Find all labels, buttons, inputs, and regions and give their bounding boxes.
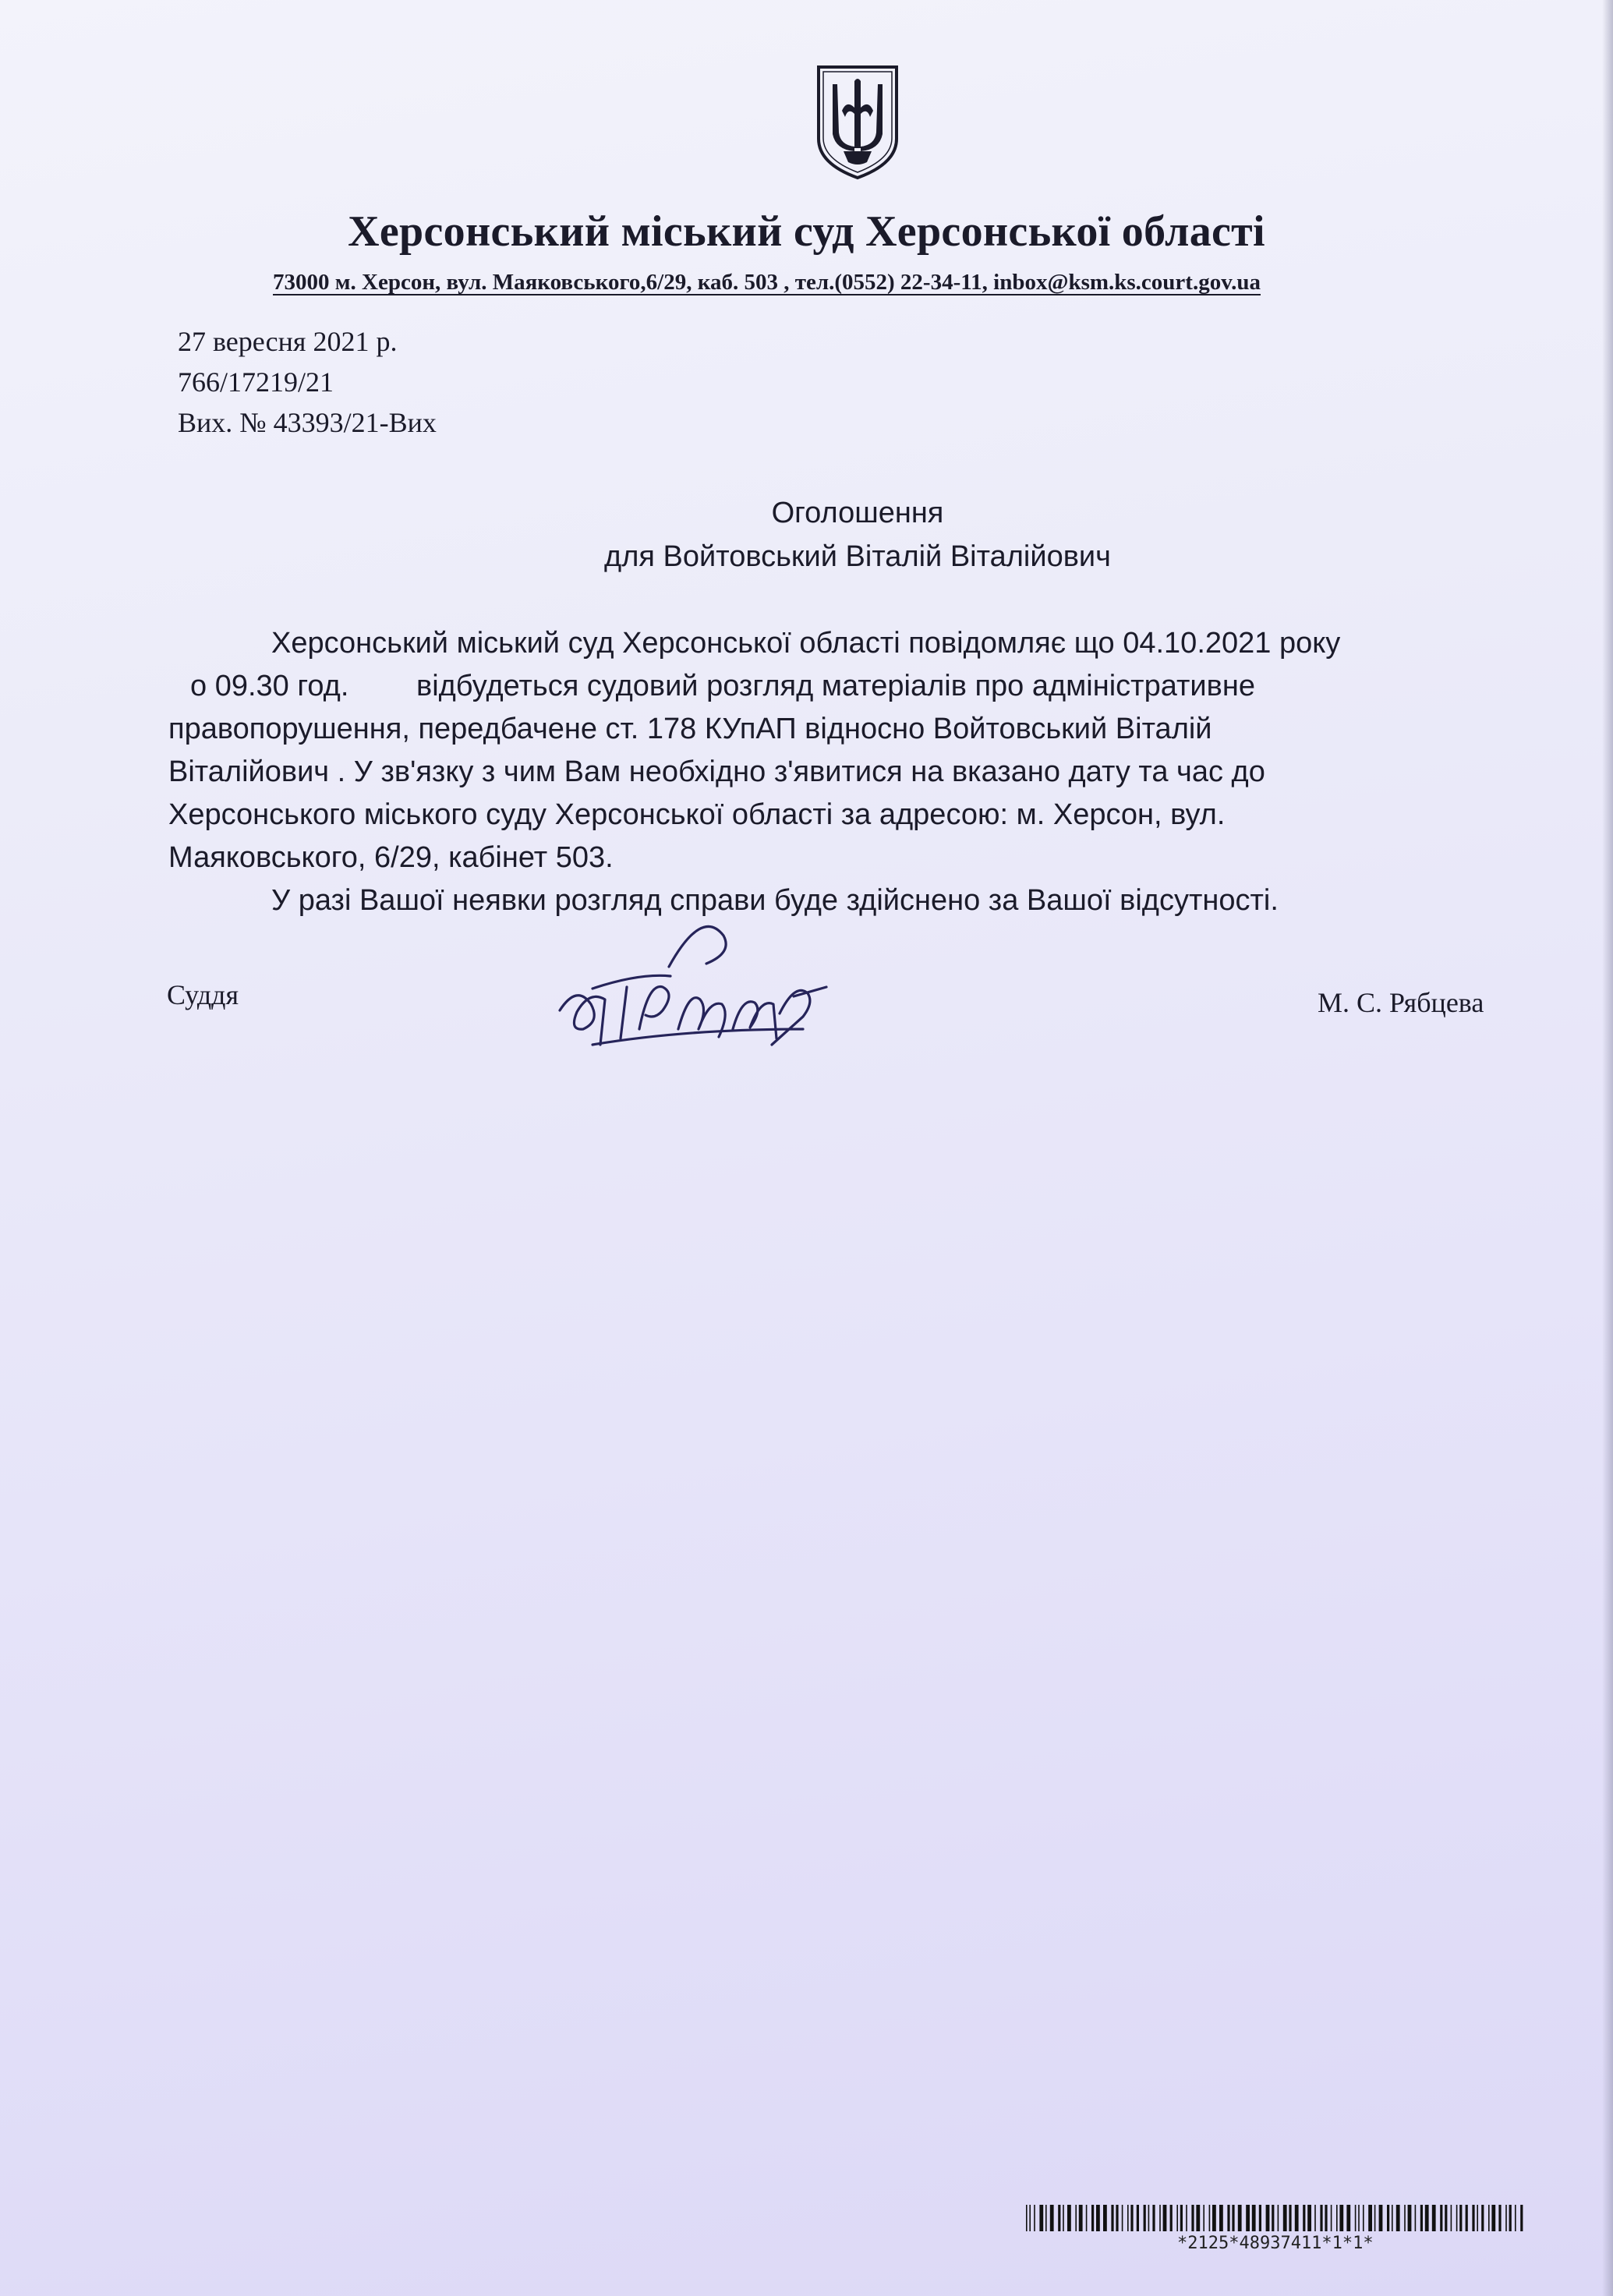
judge-name: М. С. Рябцева [1318,987,1484,1018]
barcode-bar [1425,2205,1429,2231]
barcode-bar [1196,2205,1200,2231]
barcode-bar [1176,2205,1178,2231]
barcode-bar [1219,2205,1223,2231]
barcode-bar [1127,2205,1129,2231]
barcode-bar [1079,2205,1083,2231]
barcode-bar [1227,2205,1229,2231]
barcode-bar [1034,2205,1035,2231]
body-line-group [168,665,1540,708]
barcode-bar [1509,2205,1512,2231]
barcode-bar [1481,2205,1484,2231]
barcode-bar [1320,2205,1322,2231]
barcode-bar [1432,2205,1436,2231]
barcode-bar [1232,2205,1234,2231]
barcode-bar [1314,2205,1316,2231]
barcode-bar [1152,2205,1155,2231]
barcode-bar [1336,2205,1338,2231]
document-date: 27 вересня 2021 р. [178,326,398,357]
barcode-bar [1111,2205,1113,2231]
barcode-bar [1283,2205,1287,2231]
barcode-bar [1295,2205,1299,2231]
barcode-bar [1456,2205,1458,2231]
barcode-bar [1498,2205,1501,2231]
barcode-bar [1325,2205,1327,2231]
barcode-bar [1096,2205,1100,2231]
barcode-bar [1091,2205,1094,2231]
barcode-bar [1116,2205,1118,2231]
barcode-bar [1058,2205,1060,2231]
barcode-bar [1408,2205,1412,2231]
body-line: правопорушення, передбачене ст. 178 КУпАП відносно Войтовський Віталій [168,713,1212,745]
barcode-bar [1252,2205,1256,2231]
barcode-bar [1029,2205,1031,2231]
barcode-bar [1477,2205,1478,2231]
barcode-bar [1459,2205,1462,2231]
barcode-bar [1358,2205,1360,2231]
barcode-bar [1374,2205,1376,2231]
barcode-bar [1137,2205,1139,2231]
barcode-bar [1170,2205,1173,2231]
barcode-bar [1209,2205,1211,2231]
body-line: У разі Вашої неявки розгляд справи буде здійснено за Вашої відсутності. [271,884,1279,917]
barcode-bar [1339,2205,1343,2231]
barcode-bar [1050,2205,1054,2231]
barcode-bar [1368,2205,1372,2231]
barcode-bar [1488,2205,1490,2231]
barcode-bar [1415,2205,1417,2231]
barcode-bar [1346,2205,1350,2231]
court-title: Херсонський міський суд Херсонської області [348,207,1265,256]
barcode-bar [1515,2205,1516,2231]
announcement-heading [0,491,1613,578]
body-line: о 09.30 год. [190,670,349,702]
barcode-bar [1191,2205,1194,2231]
announcement-body [168,622,1540,922]
barcode-bar [1086,2205,1088,2231]
barcode-bar [1307,2205,1311,2231]
barcode-bar [1396,2205,1400,2231]
barcode-bar [1063,2205,1064,2231]
barcode-bar [1404,2205,1406,2231]
barcode-icon [1026,2205,1530,2231]
barcode-bar [1246,2205,1250,2231]
barcode-bar [1026,2205,1028,2231]
barcode-bar [1451,2205,1452,2231]
barcode-bar [1212,2205,1216,2231]
barcode-bar [1278,2205,1279,2231]
barcode-bar [1445,2205,1447,2231]
barcode-bar [1466,2205,1468,2231]
announcement-recipient: для Войтовський Віталій Віталійович [604,540,1111,573]
barcode-bar [1266,2205,1270,2231]
body-line: відбудеться судовий розгляд матеріалів про адміністративне [416,670,1255,702]
barcode-bar [1491,2205,1495,2231]
barcode-bar [1379,2205,1383,2231]
barcode-bar [1472,2205,1474,2231]
barcode-bar [1387,2205,1389,2231]
barcode-bar [1392,2205,1393,2231]
barcode-bar [1303,2205,1305,2231]
barcode-bar [1075,2205,1077,2231]
barcode-bar [1039,2205,1043,2231]
barcode-bar [1103,2205,1107,2231]
barcode-bar [1130,2205,1133,2231]
barcode-bar [1144,2205,1146,2231]
barcode-bar [1122,2205,1123,2231]
barcode-bar [1440,2205,1442,2231]
document-meta [178,321,437,443]
judge-role-label: Суддя [167,979,239,1010]
barcode-bar [1355,2205,1357,2231]
body-line: Херсонський міський суд Херсонської області повідомляє що 04.10.2021 року [271,627,1341,660]
barcode-bar [1203,2205,1204,2231]
body-line: Віталійович . У зв'язку з чим Вам необхідно з'явитися на вказано дату та час до [168,755,1265,788]
barcode-bar [1331,2205,1332,2231]
barcode-bar [1289,2205,1291,2231]
barcode-bar [1272,2205,1274,2231]
barcode-bar [1238,2205,1242,2231]
case-number: 766/17219/21 [178,366,334,398]
barcode-bar [1520,2205,1523,2231]
announcement-title: Оголошення [771,497,944,529]
outgoing-number: Вих. № 43393/21-Вих [178,407,437,438]
body-line: Херсонського міського суду Херсонської області за адресою: м. Херсон, вул. [168,798,1226,831]
barcode-bar [1505,2205,1507,2231]
court-address: 73000 м. Херсон, вул. Маяковського,6/29, каб. 503 , тел.(0552) 22-34-11, inbox@ksm.ks.court.gov.ua [273,270,1261,295]
barcode-bar [1363,2205,1364,2231]
body-line: Маяковського, 6/29, кабінет 503. [168,841,614,874]
barcode-bar [1259,2205,1261,2231]
barcode-bar [1186,2205,1187,2231]
barcode-bar [1148,2205,1150,2231]
handwritten-signature-icon [546,912,858,1068]
barcode-bar [1067,2205,1071,2231]
barcode-bar [1163,2205,1167,2231]
barcode-bar [1045,2205,1047,2231]
page-edge-shadow [1602,0,1613,2296]
barcode-bar [1159,2205,1161,2231]
ukraine-trident-emblem-icon [815,64,900,181]
barcode-bar [1180,2205,1183,2231]
barcode-number: *2125*48937411*1*1* [1177,2234,1374,2253]
barcode-bar [1420,2205,1423,2231]
